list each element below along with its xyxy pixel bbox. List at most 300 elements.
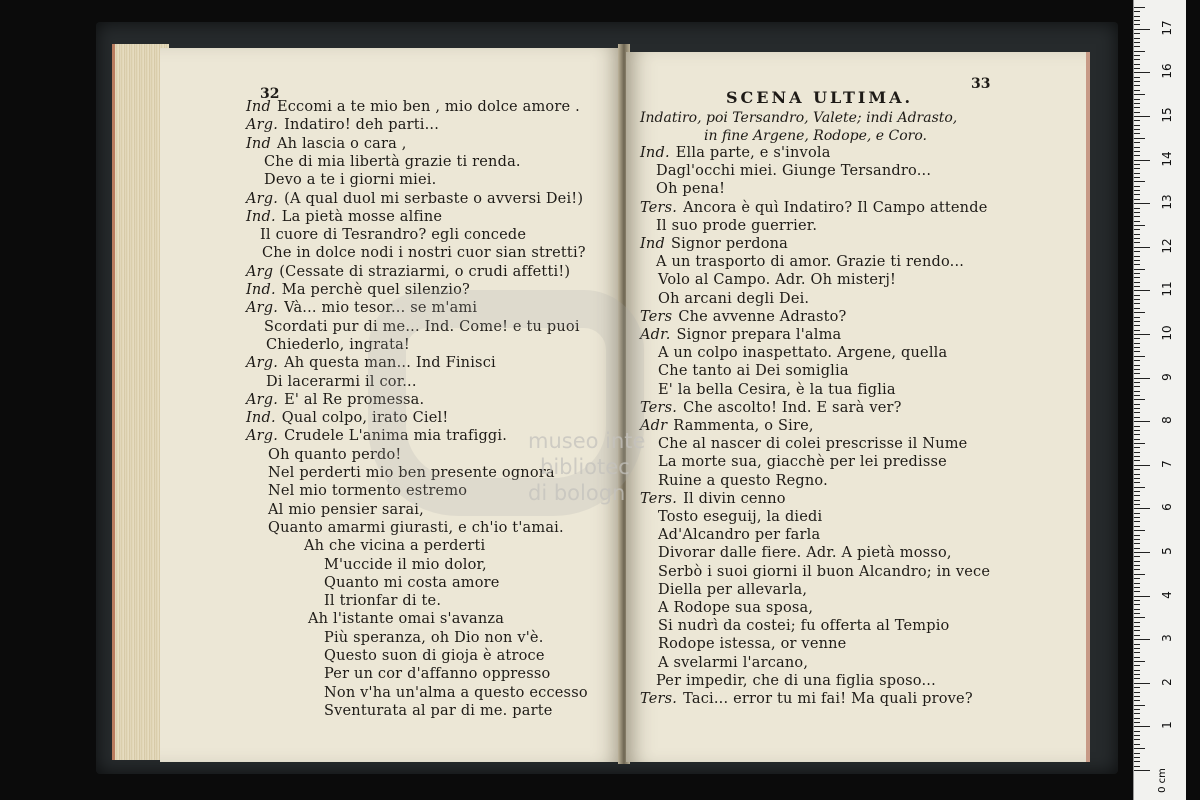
ruler-number: 6 [1160,503,1174,512]
ruler-tick [1134,338,1140,339]
line-text: Quanto amarmi giurasti, e ch'io t'amai. [268,519,564,536]
text-line [658,290,809,308]
ruler-tick [1134,59,1140,60]
page-number-right: 33 [971,76,991,92]
text-line [324,556,487,574]
ruler-tick [1134,726,1150,727]
text-line [246,98,580,116]
line-text: Qual colpo, irato Ciel! [281,410,449,427]
ruler-tick [1134,168,1140,169]
ruler-tick [1134,42,1140,43]
ruler-tick [1134,107,1140,108]
ruler-tick [1134,587,1140,588]
ruler-tick [1134,399,1145,400]
ruler-tick [1134,739,1140,740]
ruler-tick [1134,99,1140,100]
text-line [658,599,813,617]
speaker-label: Arg. [246,428,279,445]
ruler-tick [1134,456,1140,457]
text-line [658,362,849,380]
ruler-tick [1134,495,1140,496]
page-number-left: 32 [260,86,280,102]
text-line [658,617,949,635]
line-text: Oh quanto perdo! [268,446,402,463]
line-text: Ah lascia o cara , [276,135,407,152]
ruler-tick [1134,147,1140,148]
ruler-tick [1134,33,1140,34]
ruler-tick [1134,225,1145,226]
text-line [658,581,807,599]
line-text: A un colpo inaspettato. Argene, quella [658,345,948,362]
line-text: Scordati pur di me... Ind. Come! e tu puoi [264,318,580,335]
ruler-tick [1134,286,1140,287]
line-text: Indatiro! deh parti... [284,117,440,134]
ruler-tick [1134,604,1140,605]
speaker-label: Ters. [640,399,678,416]
text-line [658,344,947,362]
ruler-tick [1134,443,1145,444]
ruler-tick [1134,351,1140,352]
ruler-tick [1134,46,1140,47]
text-line [308,610,504,628]
ruler-tick [1134,208,1140,209]
line-text: A Rodope sua sposa, [658,600,814,616]
text-line [304,537,485,555]
ruler-tick [1134,55,1140,56]
line-text: Il divin cenno [683,490,786,507]
text-line [262,244,586,262]
ruler-tick [1134,617,1145,618]
line-text: Dagl'occhi miei. Giunge Tersandro... [656,163,932,180]
ruler-tick [1134,142,1140,143]
ruler-tick [1134,487,1145,488]
ruler-tick [1134,386,1140,387]
line-text: Ah questa man... Ind Finisci [284,355,496,372]
ruler-tick [1134,112,1140,113]
speaker-label: Ters. [640,490,678,507]
ruler-tick [1134,85,1140,86]
ruler-number: 14 [1160,150,1174,167]
watermark-line: museo inte [528,429,646,453]
text-line [246,190,583,208]
ruler-number: 8 [1160,416,1174,425]
line-text: Che avvenne Adrasto? [678,308,847,325]
text-line [640,144,831,162]
ruler-tick [1134,103,1140,104]
text-line [640,690,973,708]
ruler-tick [1134,356,1145,357]
ruler-tick [1134,770,1150,771]
speaker-label: Ind. [246,282,276,298]
ruler-tick [1134,670,1140,671]
text-line [640,199,987,217]
ruler-tick [1134,365,1140,366]
line-text: Quanto mi costa amore [324,574,500,591]
ruler-tick [1134,539,1140,540]
ruler-tick [1134,269,1145,270]
ruler-tick [1134,753,1140,754]
ruler-tick [1134,68,1140,69]
ruler-number: 4 [1160,590,1174,599]
text-line [324,592,441,610]
text-line [658,544,952,562]
ruler-tick [1134,709,1140,710]
ruler-tick [1134,622,1140,623]
ruler-tick [1134,24,1140,25]
ruler-tick [1134,308,1140,309]
ruler-tick [1134,277,1140,278]
ruler-tick [1134,460,1140,461]
ruler-tick [1134,504,1140,505]
text-line [658,381,896,399]
line-text: Più speranza, oh Dio non v'è. [324,629,544,646]
line-text: Questo suon di gioja è atroce [324,648,545,664]
ruler-tick [1134,574,1145,575]
speaker-label: Adr. [640,327,671,343]
ruler-tick [1134,552,1150,553]
ruler-tick [1134,713,1140,714]
line-text: Devo a te i giorni miei. [264,172,437,189]
ruler-tick [1134,500,1140,501]
ruler-tick [1134,133,1140,134]
ruler-tick [1134,652,1140,653]
line-text: Volo al Campo. Adr. Oh misterj! [658,272,897,289]
line-text: A svelarmi l'arcano, [658,654,809,671]
ruler-tick [1134,7,1145,8]
ruler-tick [1134,744,1140,745]
text-line [658,453,947,471]
text-line [268,519,564,537]
ruler-tick [1134,303,1140,304]
ruler-tick [1134,229,1140,230]
ruler-tick [1134,20,1140,21]
text-line [324,647,545,665]
ruler-tick [1134,11,1140,12]
ruler-tick [1134,295,1140,296]
line-text: Ruine a questo Regno. [658,472,828,489]
ruler-tick [1134,548,1140,549]
ruler-tick [1134,474,1140,475]
line-text: Eccomi a te mio ben , mio dolce amore . [276,99,580,115]
scene-characters-line2: in fine Argene, Rodope, e Coro. [704,128,927,144]
ruler-tick [1134,408,1140,409]
text-line [246,116,439,134]
line-text: Signor prepara l'alma [676,327,842,343]
line-text: Signor perdona [670,236,789,252]
text-line [640,308,847,326]
text-line [656,180,725,198]
text-line [260,226,526,244]
ruler-tick [1134,251,1140,252]
line-text: La morte sua, giacchè per lei predisse [658,454,947,471]
ruler-tick [1134,234,1140,235]
ruler-tick [1134,674,1140,675]
ruler-tick [1134,613,1140,614]
speaker-label: Ind [246,135,271,152]
ruler-tick [1134,242,1140,243]
line-text: Serbò i suoi giorni il buon Alcandro; in vece [658,563,991,580]
text-line [640,417,814,435]
ruler-tick [1134,238,1140,239]
ruler-tick [1134,735,1140,736]
ruler-tick [1134,421,1150,422]
text-line [264,153,521,171]
line-text: Il suo prode guerrier. [656,217,818,234]
ruler-tick [1134,264,1140,265]
ruler-tick [1134,173,1140,174]
line-text: M'uccide il mio dolor, [324,556,487,573]
line-text: Il cuore di Tesrandro? egli concede [260,227,527,244]
ruler-tick [1134,164,1140,165]
ruler-tick [1134,591,1140,592]
line-text: Per un cor d'affanno oppresso [324,666,551,683]
ruler-tick [1134,395,1140,396]
ruler-tick [1134,94,1145,95]
ruler-tick [1134,290,1150,291]
ruler-tick [1134,404,1140,405]
ruler-tick [1134,761,1140,762]
ruler-tick [1134,644,1140,645]
ruler-tick [1134,417,1140,418]
line-text: Và... mio tesor... se m'ami [284,300,478,317]
ruler-tick [1134,609,1140,610]
ruler-tick [1134,299,1140,300]
text-line [324,702,553,720]
ruler-tick [1134,478,1140,479]
text-line [658,526,820,544]
text-line [264,171,436,189]
ruler-tick [1134,360,1140,361]
ruler-tick [1134,116,1150,117]
line-text: Non v'ha un'alma a questo eccesso [324,684,588,701]
ruler-tick [1134,447,1140,448]
ruler-tick [1134,160,1150,161]
ruler-tick [1134,556,1140,557]
ruler-tick [1134,626,1140,627]
line-text: E' la bella Cesira, è la tua figlia [658,381,896,398]
ruler-tick [1134,347,1140,348]
ruler-tick [1134,77,1140,78]
line-text: E' al Re promessa. [284,391,425,408]
ruler-tick [1134,391,1140,392]
text-line [658,563,990,581]
line-text: Taci... error tu mi fai! Ma quali prove? [683,691,973,707]
ruler-tick [1134,543,1140,544]
ruler-tick [1134,38,1140,39]
speaker-label: Arg [246,263,274,280]
line-text: Che in dolce nodi i nostri cuor sian stretti? [262,245,586,262]
ruler-tick [1134,317,1140,318]
ruler-tick [1134,273,1140,274]
scene-title: SCENA ULTIMA. [726,88,914,107]
ruler-tick [1134,190,1140,191]
ruler-tick [1134,138,1145,139]
ruler-tick [1134,412,1140,413]
line-text: Nel perderti mio ben presente ognora [268,465,555,481]
text-line [658,508,822,526]
line-text: Ah l'istante omai s'avanza [308,611,505,628]
ruler-number: 16 [1160,63,1174,80]
ruler-tick [1134,426,1140,427]
ruler-tick [1134,81,1140,82]
line-text: Ancora è quì Indatiro? Il Campo attende [683,199,988,216]
ruler-tick [1134,696,1140,697]
ruler-number: 1 [1160,721,1174,730]
ruler-tick [1134,194,1140,195]
ruler-tick [1134,565,1140,566]
line-text: Crudele L'anima mia trafiggi. [284,428,508,445]
ruler-tick [1134,482,1140,483]
speaker-label: Ind. [246,410,276,427]
speaker-label: Adr [640,418,668,434]
line-text: Ah che vicina a perderti [304,538,486,555]
ruler-tick [1134,648,1140,649]
line-text: Chiederlo, ingrata! [266,336,410,353]
ruler-tick [1134,155,1140,156]
ruler-tick [1134,452,1140,453]
ruler-tick [1134,430,1140,431]
watermark-line: bibliotec [540,455,630,479]
ruler-tick [1134,369,1140,370]
ruler-tick [1134,312,1145,313]
ruler-tick [1134,282,1140,283]
ruler-tick [1134,465,1150,466]
ruler-number: 12 [1160,238,1174,254]
ruler-tick [1134,321,1140,322]
text-line [324,684,588,702]
speaker-label: Arg. [246,190,279,207]
line-text: Oh arcani degli Dei. [658,290,810,307]
line-text: Si nudrì da costei; fu offerta al Tempio [658,618,950,635]
ruler-tick [1134,378,1150,379]
text-line [246,263,570,281]
ruler-tick [1134,203,1150,204]
ruler-tick [1134,212,1140,213]
ruler-tick [1134,748,1145,749]
ruler-tick [1134,657,1140,658]
ruler-unit: 0 cm [1156,768,1168,793]
speaker-label: Arg. [246,117,279,134]
speaker-label: Ters. [640,199,678,216]
text-line [656,672,936,690]
line-text: (Cessate di straziarmi, o crudi affetti!) [279,263,571,280]
ruler-tick [1134,508,1150,509]
watermark-line: di bologn [528,481,626,505]
ruler-tick [1134,521,1140,522]
ruler-tick [1134,665,1140,666]
ruler-tick [1134,578,1140,579]
speaker-label: Ind [640,236,665,252]
text-line [246,208,442,226]
line-text: Ma perchè quel silenzio? [281,282,470,298]
ruler-tick [1134,600,1140,601]
ruler-tick [1134,199,1140,200]
ruler-tick [1134,535,1140,536]
speaker-label: Arg. [246,355,279,372]
ruler-number: 10 [1160,325,1174,341]
text-line [640,490,786,508]
text-line [658,472,828,490]
line-text: Ella parte, e s'invola [675,145,831,161]
ruler-number: 17 [1160,20,1174,36]
text-line [656,217,817,235]
ruler-tick [1134,151,1140,152]
ruler-tick [1134,334,1150,335]
line-text: Di lacerarmi il cor... [266,373,417,390]
line-text: (A qual duol mi serbaste o avversi Dei!) [284,190,584,207]
ruler-tick [1134,661,1145,662]
ruler-tick [1134,247,1150,248]
ruler-tick [1134,216,1140,217]
text-line [324,629,544,647]
ruler-number: 9 [1160,372,1174,381]
ruler-tick [1134,120,1140,121]
text-line [640,235,788,253]
ruler-tick [1134,569,1140,570]
line-text: Per impedir, che di una figlia sposo... [656,672,936,689]
ruler-number: 5 [1160,547,1174,555]
ruler-tick [1134,434,1140,435]
ruler-tick [1134,181,1145,182]
right-page [626,52,1090,762]
text-line [324,574,500,592]
ruler-tick [1134,687,1140,688]
ruler-tick [1134,343,1140,344]
line-text: Sventurata al par di me. parte [324,702,553,719]
line-text: Il trionfar di te. [324,593,442,610]
speaker-label: Ters. [640,691,678,707]
line-text: Rammenta, o Sire, [673,418,814,434]
line-text: Tosto eseguij, la diedi [658,509,823,525]
ruler-tick [1134,561,1140,562]
ruler-tick [1134,439,1140,440]
ruler-tick [1134,16,1140,17]
ruler-number: 2 [1160,677,1174,686]
ruler-tick [1134,260,1140,261]
ruler-tick [1134,513,1140,514]
line-text: Che al nascer di colei prescrisse il Nume [658,436,968,453]
ruler-tick [1134,186,1140,187]
ruler-tick [1134,700,1140,701]
ruler-tick [1134,517,1140,518]
ruler-tick [1134,766,1140,767]
ruler-tick [1134,221,1140,222]
ruler-tick [1134,469,1140,470]
ruler-tick [1134,630,1140,631]
watermark-text [528,428,645,506]
ruler-tick [1134,722,1140,723]
line-text: Che di mia libertà grazie ti renda. [264,153,521,170]
ruler-tick [1134,125,1140,126]
text-line [640,326,841,344]
speaker-label: Ind. [246,208,276,225]
speaker-label: Ind. [640,145,670,161]
line-text: La pietà mosse alfine [281,208,443,225]
ruler-tick [1134,51,1145,52]
line-text: Divorar dalle fiere. Adr. A pietà mosso, [658,545,952,562]
ruler-tick [1134,678,1140,679]
line-text: Ad'Alcandro per farla [658,527,821,544]
line-text: Oh pena! [656,181,726,198]
ruler-number: 11 [1160,281,1174,298]
line-text: Al mio pensier sarai, [268,501,424,518]
line-text: Diella per allevarla, [658,581,808,598]
ruler-tick [1134,72,1150,73]
text-line [656,253,964,271]
scene-characters-line1: Indatiro, poi Tersandro, Valete; indi Adrasto, [640,110,958,126]
ruler-number: 13 [1160,194,1174,210]
ruler-tick [1134,583,1140,584]
